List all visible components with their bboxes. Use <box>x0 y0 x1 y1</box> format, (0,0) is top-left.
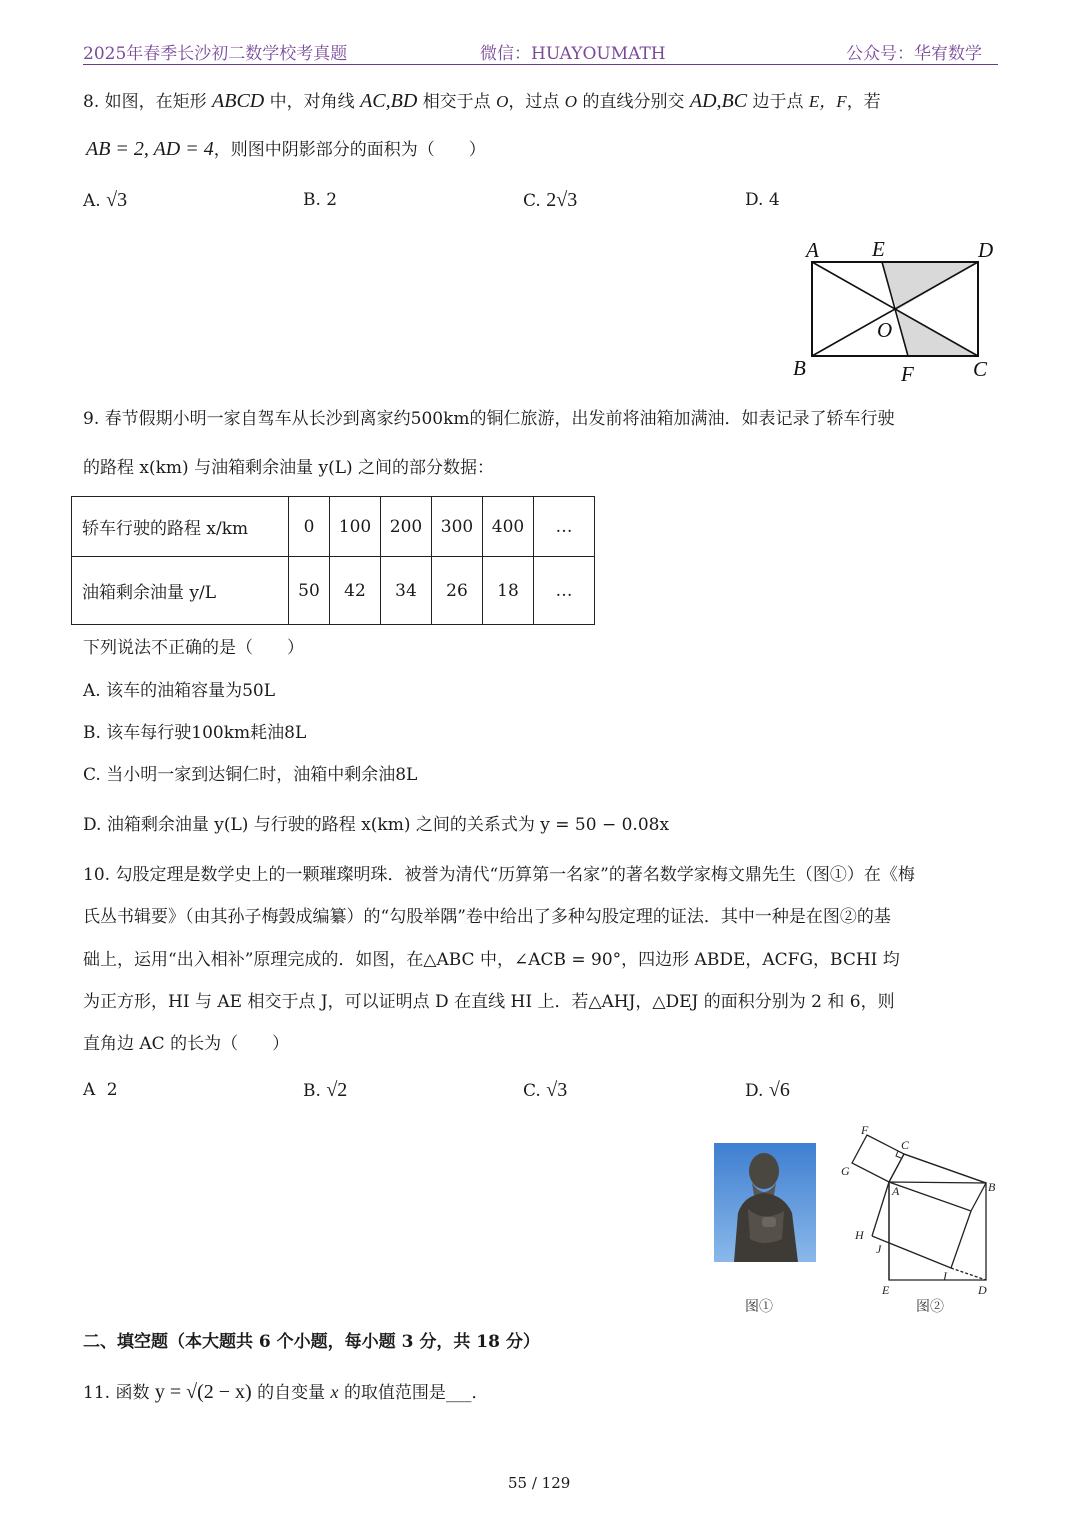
option-label: C. <box>523 191 541 211</box>
q8-acbd: AC,BD <box>360 90 418 112</box>
dashed-id <box>951 1268 986 1280</box>
q10-line4: 为正方形，HI 与 AE 相交于点 J，可以证明点 D 在直线 HI 上．若△AHJ，△DEJ 的面积分别为 2 和 6，则 <box>83 992 895 1012</box>
page-number: 55 / 129 <box>508 1474 571 1492</box>
q11-text: ． <box>471 1383 489 1403</box>
label-h: H <box>855 1228 864 1242</box>
q8-option-d <box>745 188 780 212</box>
label-f: F <box>901 362 914 386</box>
option-label: D. <box>745 1081 764 1101</box>
section2-heading: 二、填空题（本大题共 6 个小题，每小题 3 分，共 18 分） <box>83 1332 540 1352</box>
option-label: D. 4 <box>745 190 780 210</box>
q8-abcd: ABCD <box>212 90 265 112</box>
q8-text: 边于点 <box>752 92 804 112</box>
table-cell: 34 <box>381 557 432 625</box>
label-e: E <box>882 1283 890 1297</box>
label-c: C <box>901 1138 910 1152</box>
option-label: B. <box>303 1081 321 1101</box>
square-acfg <box>852 1135 904 1182</box>
q9-option-a: A. 该车的油箱容量为50L <box>83 681 276 701</box>
header-center: 微信：HUAYOUMATH <box>480 44 666 64</box>
header-left: 2025年春季长沙初二数学校考真题 <box>83 44 348 64</box>
q10-line2: 氏丛书辑要》（由其孙子梅瑴成编纂）的“勾股举隅”卷中给出了多种勾股定理的证法．其中一种是在图②的基 <box>83 907 891 927</box>
option-value: √6 <box>768 1079 790 1101</box>
q8-o: O <box>564 92 578 111</box>
q8-text: 的直线分别交 <box>582 92 685 112</box>
option-label: C. <box>523 1081 541 1101</box>
q9-data-table <box>71 496 595 625</box>
q8-adbc: AD,BC <box>689 90 748 112</box>
q8-text: 相交于点 <box>422 92 491 112</box>
q11-text: 的自变量 <box>257 1383 326 1403</box>
q8-ef: E，F <box>808 92 847 111</box>
label-e: E <box>872 237 885 261</box>
label-b: B <box>988 1180 996 1194</box>
table-cell: … <box>534 497 595 557</box>
q10-line1: 10. 勾股定理是数学史上的一颗璀璨明珠．被誉为清代“历算第一名家”的著名数学家梅文鼎先生（图①）在《梅 <box>83 865 915 885</box>
q10-option-c <box>523 1078 567 1103</box>
q9-option-c: C. 当小明一家到达铜仁时，油箱中剩余油8L <box>83 765 418 785</box>
line-ib <box>951 1211 971 1268</box>
square-abde <box>889 1182 986 1280</box>
q8-condition: AB = 2, AD = 4 <box>86 138 214 160</box>
q8-line2 <box>86 137 486 162</box>
figure2-caption: 图② <box>916 1299 944 1315</box>
option-value: √3 <box>546 1079 568 1101</box>
figure1-caption: 图① <box>745 1299 773 1315</box>
q11-formula: y = √(2 − x) <box>154 1381 252 1403</box>
label-c: C <box>973 357 988 381</box>
q11-blank: ___ <box>445 1383 472 1403</box>
statue-photo <box>714 1143 816 1262</box>
q10-option-b <box>303 1078 347 1103</box>
label-o: O <box>877 318 893 342</box>
label-d: D <box>978 1283 987 1297</box>
table-cell: 200 <box>381 497 432 557</box>
header-rule <box>83 64 998 65</box>
table-cell: 42 <box>330 557 381 625</box>
q11-text: 11. 函数 <box>83 1383 150 1403</box>
table-row-header: 轿车行驶的路程 x/km <box>72 497 289 557</box>
table-cell: 0 <box>289 497 330 557</box>
label-a: A <box>806 238 819 262</box>
label-a: A <box>892 1184 900 1198</box>
q8-text: ，过点 <box>508 92 560 112</box>
table-row <box>72 497 595 557</box>
q11-variable: x <box>330 1382 339 1402</box>
q8-text: 8. 如图，在矩形 <box>83 92 207 112</box>
line-cb <box>904 1154 986 1183</box>
label-f: F <box>861 1123 869 1137</box>
q10-square-figure <box>838 1120 1008 1300</box>
table-cell: … <box>534 557 595 625</box>
table-cell: 300 <box>432 497 483 557</box>
label-i: I <box>943 1269 947 1283</box>
q10-option-d <box>745 1078 790 1103</box>
table-cell: 100 <box>330 497 381 557</box>
q11-line <box>83 1380 488 1405</box>
q8-option-b <box>303 188 337 212</box>
label-g: G <box>841 1164 850 1178</box>
q8-text: ，则图中阴影部分的面积为（ ） <box>213 140 486 160</box>
option-label: A. <box>83 191 101 211</box>
label-j: J <box>876 1242 882 1256</box>
table-row-header: 油箱剩余油量 y/L <box>72 557 289 625</box>
q9-line2: 的路程 x(km) 与油箱剩余油量 y(L) 之间的部分数据： <box>83 458 495 478</box>
q9-option-b: B. 该车每行驶100km耗油8L <box>83 723 307 743</box>
q8-option-c <box>523 188 577 213</box>
q9-prompt: 下列说法不正确的是（ ） <box>83 638 304 658</box>
q8-rectangle-figure <box>790 236 1005 386</box>
table-cell: 18 <box>483 557 534 625</box>
option-label: B. 2 <box>303 190 338 210</box>
line-hi <box>872 1236 951 1268</box>
label-b: B <box>793 356 806 380</box>
q11-text: 的取值范围是 <box>343 1383 446 1403</box>
q10-line5: 直角边 AC 的长为（ ） <box>83 1034 290 1054</box>
line-ah <box>872 1182 889 1236</box>
q8-line1 <box>83 89 881 114</box>
option-value: √3 <box>106 189 128 211</box>
q8-text: ，若 <box>846 92 881 112</box>
table-cell: 400 <box>483 497 534 557</box>
option-value: 2 <box>106 1080 118 1100</box>
q8-text: 中，对角线 <box>269 92 355 112</box>
q8-option-a <box>83 188 127 213</box>
table-cell: 50 <box>289 557 330 625</box>
option-value: 2√3 <box>546 189 578 211</box>
header-right: 公众号：华宥数学 <box>846 44 982 64</box>
option-label: A <box>83 1080 96 1100</box>
table-cell: 26 <box>432 557 483 625</box>
q9-option-d: D. 油箱剩余油量 y(L) 与行驶的路程 x(km) 之间的关系式为 y = 50 − 0.08x <box>83 815 670 835</box>
table-row <box>72 557 595 625</box>
option-value: √2 <box>326 1079 348 1101</box>
q8-o: O <box>496 92 509 111</box>
shaded-triangle-top <box>882 262 978 310</box>
q10-line3: 础上，运用“出入相补”原理完成的．如图，在△ABC 中，∠ACB = 90°，四边形 ABDE，ACFG，BCHI 均 <box>83 950 900 970</box>
q9-line1: 9. 春节假期小明一家自驾车从长沙到离家约500km的铜仁旅游，出发前将油箱加满油．如表记录了轿车行驶 <box>83 409 895 429</box>
q10-option-a <box>83 1078 118 1102</box>
label-d: D <box>978 238 994 262</box>
